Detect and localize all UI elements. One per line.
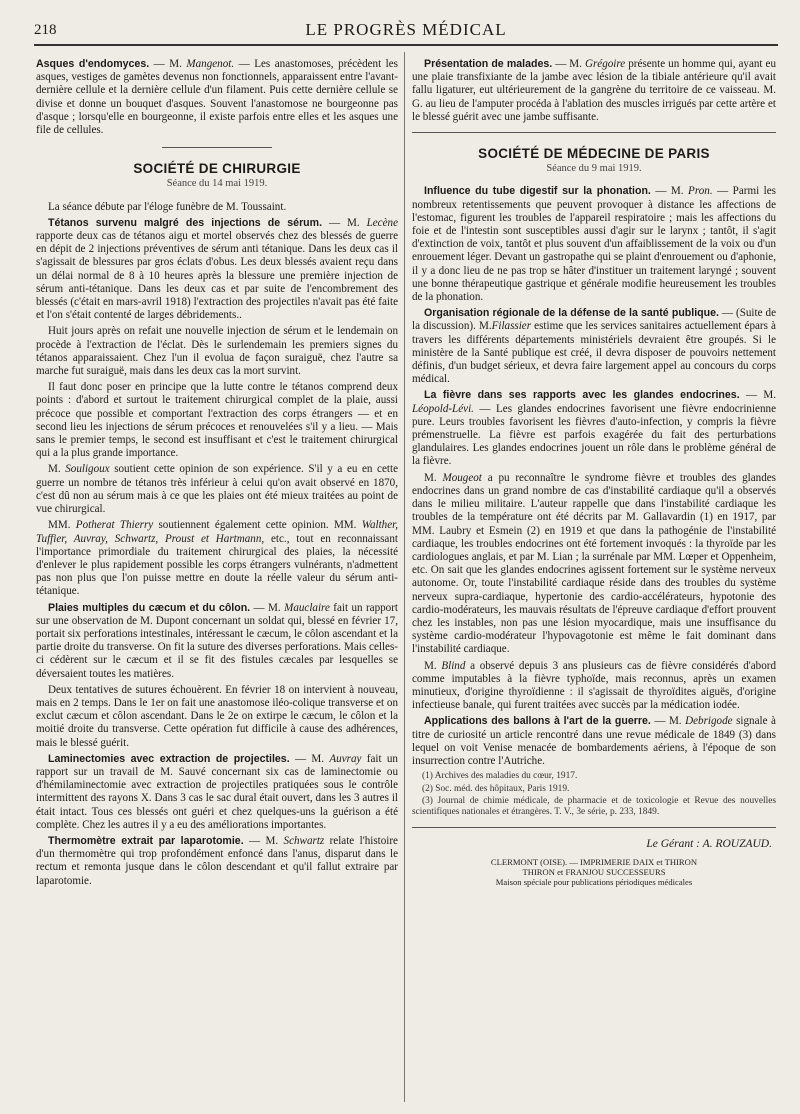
page-header [34, 14, 778, 44]
paragraph: Huit jours après on refait une nouvelle injection de sérum et le lendemain on procède à l'extraction de l'éclat. Dès le surlendemain les premiers signes du tétanos apparaissaient. Chez l'un il evolua de façon suraiguë, chez l'autre sa marche fut suraiguë, mais dans les deux cas la mort survint. [36, 325, 398, 378]
article-laminectomies: Laminectomies avec extraction de projectiles. — M. Auvray fait un rapport sur un travail de M. Sauvé concernant six cas de laminectomie ou d'hémilaminectomie avec extraction de projectiles pratiquées sous le contrôle intermittent des rayons X. Dans 3 cas le sac dural était ouvert, dans les 3 autres il était intact. Tous ces blessés ont guéri et chez quelques-uns la guérison a été complète. Chez les autres il y a eu des améliorations importantes. [36, 752, 398, 831]
gerant-line: Le Gérant : A. ROUZAUD. [646, 837, 772, 850]
section-rule [162, 147, 272, 148]
footnote: (2) Soc. méd. des hôpitaux, Paris 1919. [422, 783, 570, 794]
imprint-line: THIRON et FRANJOU SUCCESSEURS [522, 867, 666, 878]
seance-intro: La séance débute par l'éloge funèbre de M. Toussaint. [48, 200, 287, 213]
header-rule [34, 44, 778, 46]
article-fievre: La fièvre dans ses rapports avec les glandes endocrines. — M. Léopold-Lévi. — Les glandes endocrines favorisent une fièvre endocrinienne pure. Leurs troubles favorisent les fièvres d'auto-infection, y compris la fièvre prémenstruelle. La fièvre est parfois exagérée du fait des perturbations glandulaires. Les glandes endocrines jouent un rôle dans le problème général de la fièvre. [412, 389, 776, 468]
section-date-chirurgie: Séance du 14 mai 1919. [166, 178, 268, 190]
left-column [36, 58, 398, 1104]
paragraph: M. Blind a observé depuis 3 ans plusieurs cas de fièvre considérés d'abord comme imputables à la fièvre typhoïde, mais reconnus, après un examen minutieux, d'origine thyroïdienne : il s'agissait de thyroïdites aiguës, d'origine infectieuse banale, qui furent traitées avec succès par la médication iodée. [412, 659, 776, 712]
paragraph: M. Mougeot a pu reconnaître le syndrome fièvre et troubles des glandes endocrines dans un grand nombre de cas d'instabilité cardiaque qu'il a observés dans le milieu militaire. L'auteur rappelle que dans l'instabilité cardiaque les troubles de la température ont été décrits par M. Gallavardin (1) en 1917, par MM. Laubry et Esmein (2) en 1919 et que dans la pathogénie de l'instabilité cardiaque, les troubles endocrines ont été fortement invoqués : la thyroïde par les cardiologues anglais, et par M. Lian ; la surrénale par MM. Lœper et Oppenheim, etc. On sait que les glandes endocrines agissent fortement sur le système nerveux autonome. Or, toute l'instabilité cardiaque réside dans des troubles du système nerveux supra-cardiaque, hypertonie des cardio-accélérateurs, hypotonie des cardio-modérateurs, les mauvais résultats de l'épreuve cardiaque d'effort prouvent chez les instables, non pas une lésion myocardique, mais une insuffisance du système cardio-modérateur l'hypovagotonie est même le fait dominant dans l'instabilité cardiaque. [412, 471, 776, 656]
footer-rule [412, 827, 776, 828]
column-divider [404, 52, 405, 1102]
right-column [412, 58, 776, 1104]
section-title-chirurgie: SOCIÉTÉ DE CHIRURGIE [133, 161, 301, 177]
imprint-line: Maison spéciale pour publications périodiques médicales [495, 877, 693, 888]
article-thermometre: Thermomètre extrait par laparotomie. — M. Schwartz relate l'histoire d'un thermomètre qui trop profondément enfoncé dans l'anus, disparut dans le rectum et remonta jusque dans le côlon descendant et qu'il fallut extraire par laparotomie. [36, 834, 398, 887]
journal-title: LE PROGRÈS MÉDICAL [305, 20, 507, 39]
paragraph: Deux tentatives de sutures échouèrent. En février 18 on intervient à nouveau, mais en 2 temps. Dans le 1er on fait une anastomose iléo-colique transverse et on exclut cæcum et côlon ascendant. Dans le 2e on extirpe le cæcum, le côlon et la moitié droite du transverse. Cette opération fut difficile à cause des adhérences, mais le blessé guérit. [36, 683, 398, 749]
article-organisation: Organisation régionale de la défense de la santé publique. — (Suite de la discussion). M.Filassier estime que les services sanitaires actuellement épars à travers les différents départements ministériels devraient être groupés. Si le ministère de la Santé publique est créé, il devra disposer de pouvoirs nettement définis, d'un budget sérieux, et devra faire largement appel au concours du corps médical. [412, 307, 776, 386]
article-presentation: Présentation de malades. — M. Grégoire présente un homme qui, ayant eu une plaie transfixiante de la jambe avec lésion de la tibiale antérieure qu'il avait fallu ligaturer, eut ultérieurement de la gangrène du territoire de ce vaisseau. M. G. au lieu de l'amputer procéda à l'ablation des muscles irrigués par cette artère et le blessé guérit avec une jambe suffisante. [412, 58, 776, 123]
section-title-medecine: SOCIÉTÉ DE MÉDECINE DE PARIS [478, 146, 710, 162]
article-tetanos: Tétanos survenu malgré des injections de sérum. — M. Lecène rapporte deux cas de tétanos aigu et mortel observés chez des blessés de guerre en dépit de 2 injections préventives de sérum anti tétanique. Dans les deux cas il s'agissait de blessures par gros éclats d'obus. Les deux blessés avaient reçu dans un délai normal de 8 à 10 heures après la blessure une première injection de sérum anti-tétanique. Dans les deux cas et par suite de l'encombrement des blessés (c'était en mars-avril 1918) l'extraction des projectiles n'avait pas été faite et l'on s'était contenté de larges débridements.. [36, 216, 398, 322]
article-influence: Influence du tube digestif sur la phonation. — M. Pron. — Parmi les nombreux retentissements que peuvent provoquer à distance les affections de l'estomac, figurent les troubles de l'appareil respiratoire ; mais les affections du foie et de l'intestin sont susceptibles aussi d'agir sur le larynx ; tantôt, il s'agit d'extinction de voix, tantôt et plus souvent d'un affaiblissement de la voix ou d'un enrouement léger. Devant un gastropathe qui se plaint d'enrouement ou d'aphonie, il y a donc lieu de ne pas trop se hâter d'instituer un traitement laryngé ; souvent une bonne thérapeutique gastrique et générale modifie heureusement les troubles de la phonation. [412, 185, 776, 304]
article-plaies: Plaies multiples du cæcum et du côlon. — M. Mauclaire fait un rapport sur une observation de M. Dupont concernant un soldat qui, blessé en février 17, portait six perforations intestinales, intéressant le cæcum, le côlon ascendant et la partie droite du transverse. On fit la suture des diverses perforations. Mais celles-ci cédèrent sur le cæcum et il se fit des fistules cæcales par lesquelles se déversaient toutes les matières. [36, 601, 398, 680]
paragraph: M. Souligoux soutient cette opinion de son expérience. S'il y a eu en cette guerre un nombre de tétanos très inférieur à celui qu'on avait observé en 1870, c'est dû non au sérum mais à ce que les plaies ont été mieux traitées au point de vue chirurgical. [36, 463, 398, 516]
page-number: 218 [34, 22, 57, 38]
section-rule [412, 132, 776, 133]
footnote: (1) Archives des maladies du cœur, 1917. [422, 771, 578, 782]
article-ballons: Applications des ballons à l'art de la guerre. — M. Debrigode signale à titre de curiosité un article rencontré dans une revue médicale de 1849 (3) dans lequel on voit Venise menacée de bombardements aériens, à l'époque de son insurrection contre l'Autriche. [412, 715, 776, 767]
paragraph: MM. Potherat Thierry soutiennent également cette opinion. MM. Walther, Tuffier, Auvray, Schwartz, Proust et Hartmann, etc., tout en reconnaissant l'importance primordiale du traitement chirurgical des plaies, la nécessité d'enlever le plus rapidement possible les corps étrangers vulnérants, n'admettent pas non plus que l'on puisse mettre en doute la réelle valeur du sérum anti-tétanique. [36, 519, 398, 598]
imprint-block [412, 857, 776, 888]
article-asques: Asques d'endomyces. — M. Mangenot. — Les anastomoses, précèdent les asques, vestiges de gamètes devenus non fonctionnels, apparaissent entre l'avant-dernière cellule et la dernière cellule d'un filament. Puis cette dernière cellule se divise et donne un bouquet d'asques. Souvent l'anastomose ne bourgeonne pas d'asque ; lorsqu'elle en bourgeonne, il existe parfois entre elles et les asques une file de cellules. [36, 58, 398, 137]
footnote: (3) Journal de chimie médicale, de pharmacie et de toxicologie et Revue des nouvelles scientifiques nationales et étrangères. T. V., 3e série, p. 233, 1849. [412, 795, 776, 818]
section-date-medecine: Séance du 9 mai 1919. [546, 163, 642, 175]
paragraph: Il faut donc poser en principe que la lutte contre le tétanos comprend deux points : d'abord et surtout le traitement chirurgical complet de la plaie, aussi précoce que possible et comportant l'extraction des corps étrangers — et en second lieu les injections de sérum précoces et renouvelées s'il y a lieu. — Mais sans le premier temps, le second est insuffisant et c'est le traitement chirurgical qui a la plus grande importance. [36, 381, 398, 460]
imprint-line: CLERMONT (OISE). — IMPRIMERIE DAIX et THIRON [490, 856, 698, 867]
